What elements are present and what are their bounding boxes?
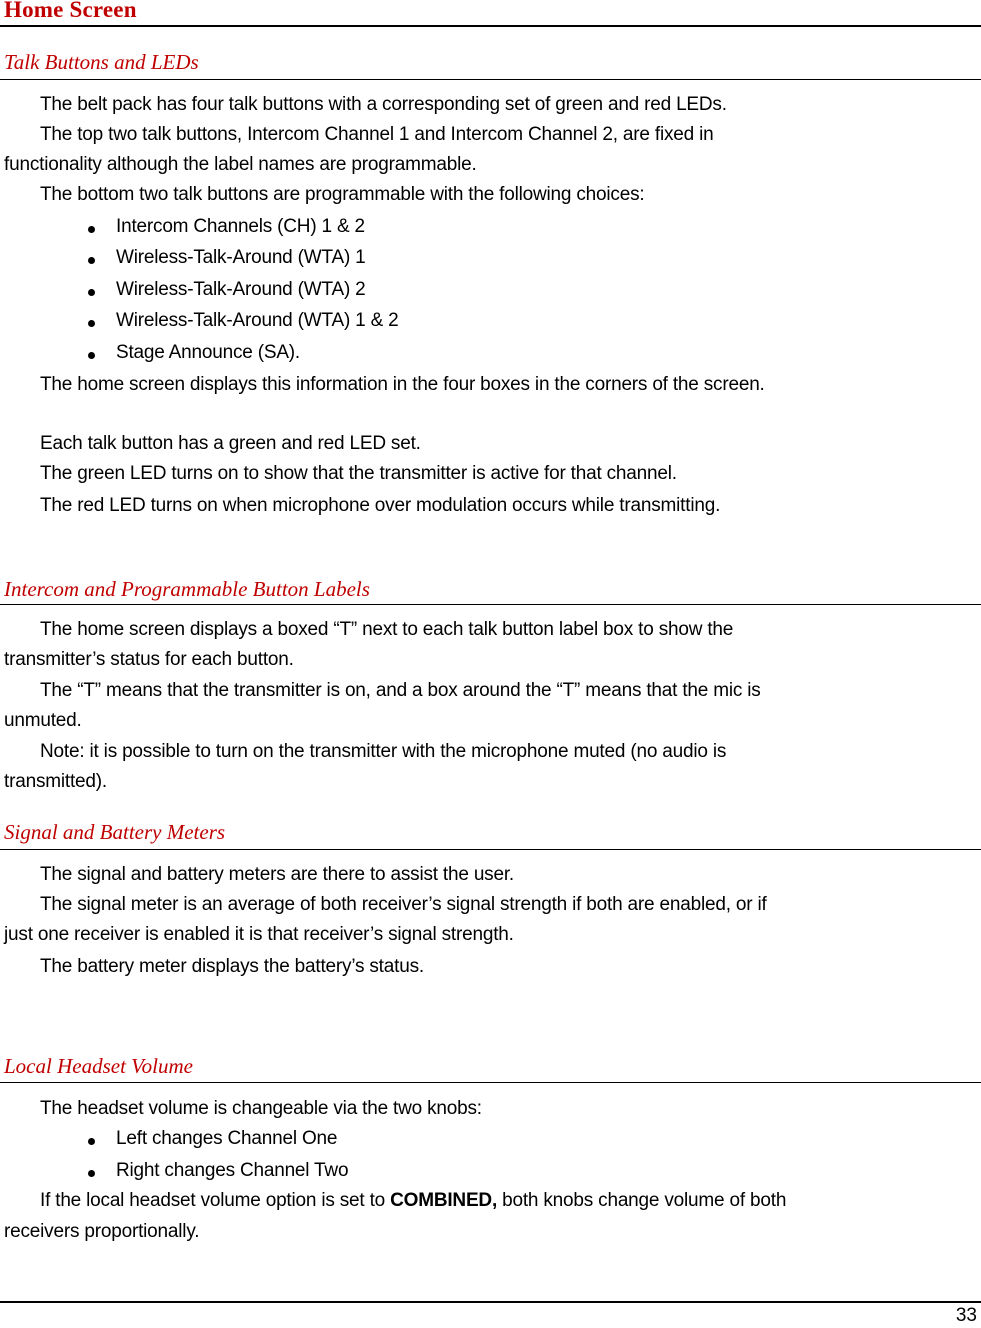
list-item: Left changes Channel One	[116, 1128, 338, 1149]
list-item: Intercom Channels (CH) 1 & 2	[116, 216, 365, 237]
list-item: Wireless-Talk-Around (WTA) 1 & 2	[116, 310, 399, 331]
paragraph: The headset volume is changeable via the two knobs:	[40, 1098, 482, 1119]
paragraph: receivers proportionally.	[4, 1221, 200, 1242]
paragraph: just one receiver is enabled it is that receiver’s signal strength.	[4, 924, 514, 945]
paragraph: unmuted.	[4, 710, 82, 731]
footer-rule	[0, 1301, 981, 1303]
bullet-icon	[88, 226, 95, 233]
text-run: If the local headset volume option is set to	[40, 1190, 391, 1211]
paragraph: Each talk button has a green and red LED set.	[40, 433, 421, 454]
section-rule	[0, 849, 981, 850]
section-heading-button-labels: Intercom and Programmable Button Labels	[4, 577, 370, 601]
paragraph: The battery meter displays the battery’s status.	[40, 956, 424, 977]
paragraph: The red LED turns on when microphone over modulation occurs while transmitting.	[40, 495, 721, 516]
paragraph: The signal meter is an average of both receiver’s signal strength if both are enabled, or if	[40, 894, 767, 915]
bullet-icon	[88, 289, 95, 296]
paragraph: The home screen displays this information in the four boxes in the corners of the screen.	[40, 374, 765, 395]
bullet-icon	[88, 352, 95, 359]
section-rule	[0, 79, 981, 80]
section-heading-headset-volume: Local Headset Volume	[4, 1054, 193, 1078]
list-item: Right changes Channel Two	[116, 1160, 349, 1181]
section-heading-meters: Signal and Battery Meters	[4, 820, 226, 844]
paragraph: The belt pack has four talk buttons with a corresponding set of green and red LEDs.	[40, 94, 727, 115]
paragraph: The bottom two talk buttons are programmable with the following choices:	[40, 184, 645, 205]
paragraph: Note: it is possible to turn on the transmitter with the microphone muted (no audio is	[40, 741, 727, 762]
bullet-icon	[88, 1138, 95, 1145]
list-item: Wireless-Talk-Around (WTA) 1	[116, 247, 366, 268]
bullet-icon	[88, 1170, 95, 1177]
section-rule	[0, 604, 981, 605]
list-item: Wireless-Talk-Around (WTA) 2	[116, 279, 366, 300]
paragraph: The top two talk buttons, Intercom Channel 1 and Intercom Channel 2, are fixed in	[40, 124, 714, 145]
title-rule	[0, 25, 981, 27]
section-heading-talk-buttons: Talk Buttons and LEDs	[4, 50, 199, 74]
combined-keyword: COMBINED,	[390, 1190, 498, 1211]
paragraph: The green LED turns on to show that the transmitter is active for that channel.	[40, 463, 677, 484]
bullet-icon	[88, 257, 95, 264]
list-item: Stage Announce (SA).	[116, 342, 301, 363]
page-number: 33	[955, 1305, 977, 1326]
paragraph: functionality although the label names are programmable.	[4, 154, 477, 175]
section-rule	[0, 1082, 981, 1083]
page-title: Home Screen	[4, 0, 137, 22]
bullet-icon	[88, 320, 95, 327]
text-run: both knobs change volume of both	[497, 1190, 787, 1211]
paragraph: transmitted).	[4, 771, 107, 792]
paragraph: The home screen displays a boxed “T” next to each talk button label box to show the	[40, 619, 734, 640]
paragraph: transmitter’s status for each button.	[4, 649, 294, 670]
paragraph: The signal and battery meters are there to assist the user.	[40, 864, 515, 885]
paragraph	[40, 1190, 786, 1212]
paragraph: The “T” means that the transmitter is on, and a box around the “T” means that the mic is	[40, 680, 761, 701]
